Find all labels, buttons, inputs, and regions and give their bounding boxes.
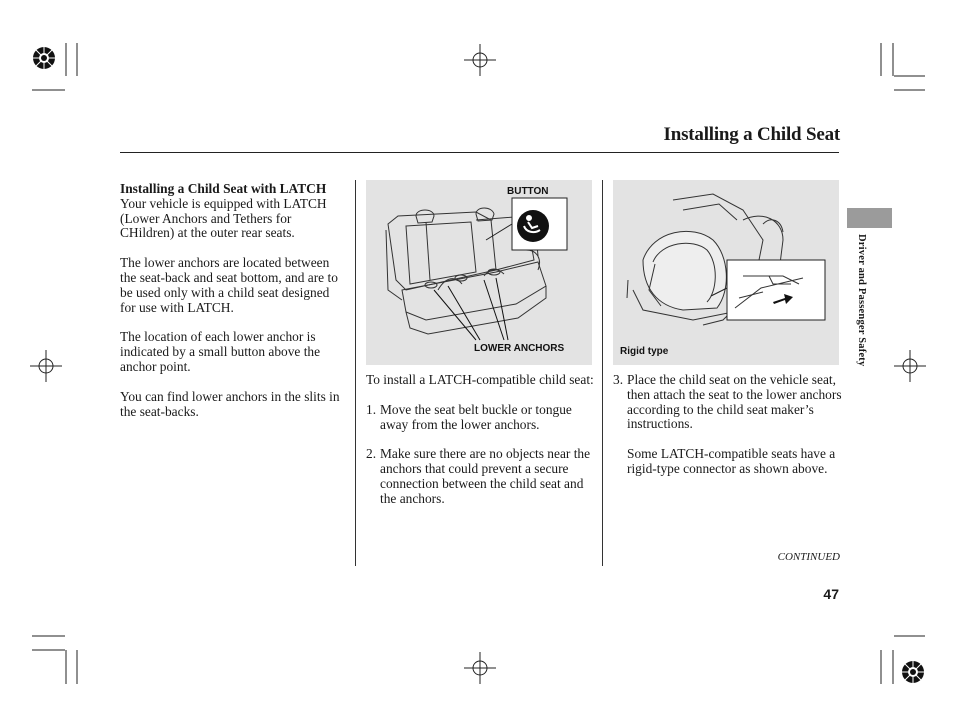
child-seat-drawing xyxy=(613,180,839,365)
step-number: 2. xyxy=(366,446,377,462)
paragraph: The location of each lower anchor is indicated by a small button above the anchor point. xyxy=(120,329,321,374)
paragraph: You can find lower anchors in the slits in the seat-backs. xyxy=(120,388,340,419)
rigid-type-caption: Rigid type xyxy=(620,346,669,357)
step-2 xyxy=(366,447,594,506)
page-number: 47 xyxy=(823,586,839,602)
note xyxy=(613,447,843,477)
column-divider xyxy=(602,180,603,566)
step-text: Place the child seat on the vehicle seat, then attach the seat to the lower anchors according to the child seat maker’s instructions. xyxy=(627,372,842,432)
note-text: Some LATCH-compatible seats have a rigid-type connector as shown above. xyxy=(627,446,836,476)
rigid-type-illustration xyxy=(613,180,839,365)
continued-label: CONTINUED xyxy=(777,551,840,563)
middle-column xyxy=(366,373,594,522)
left-column xyxy=(120,182,348,434)
step-text: Move the seat belt buckle or tongue away from the lower anchors. xyxy=(380,401,572,432)
step-3 xyxy=(613,373,843,432)
button-label: BUTTON xyxy=(507,186,549,197)
title-rule xyxy=(120,152,839,153)
paragraph: Your vehicle is equipped with LATCH (Lower Anchors and Tethers for CHildren) at the outer rear seats. xyxy=(120,195,327,241)
rear-seat-drawing xyxy=(366,180,592,365)
side-section-label xyxy=(856,234,870,394)
paragraph: The lower anchors are located between the seat-back and seat bottom, and are to be used only with a child seat designed for use with LATCH. xyxy=(120,255,338,315)
step-1 xyxy=(366,403,594,433)
lower-anchors-label: LOWER ANCHORS xyxy=(474,343,565,354)
step-number: 1. xyxy=(366,401,377,417)
intro-text: To install a LATCH-compatible child seat: xyxy=(366,372,594,387)
step-number: 3. xyxy=(613,372,624,387)
page-title: Installing a Child Seat xyxy=(663,124,840,145)
section-tab xyxy=(847,208,892,228)
side-label-text: Driver and Passenger Safety xyxy=(856,234,867,367)
lower-anchors-illustration xyxy=(366,180,592,365)
right-column xyxy=(613,373,843,492)
column-divider xyxy=(355,180,356,566)
step-text: Make sure there are no objects near the anchors that could prevent a secure connection between the child seat and the anchors. xyxy=(380,446,591,506)
section-heading: Installing a Child Seat with LATCH xyxy=(120,181,327,196)
